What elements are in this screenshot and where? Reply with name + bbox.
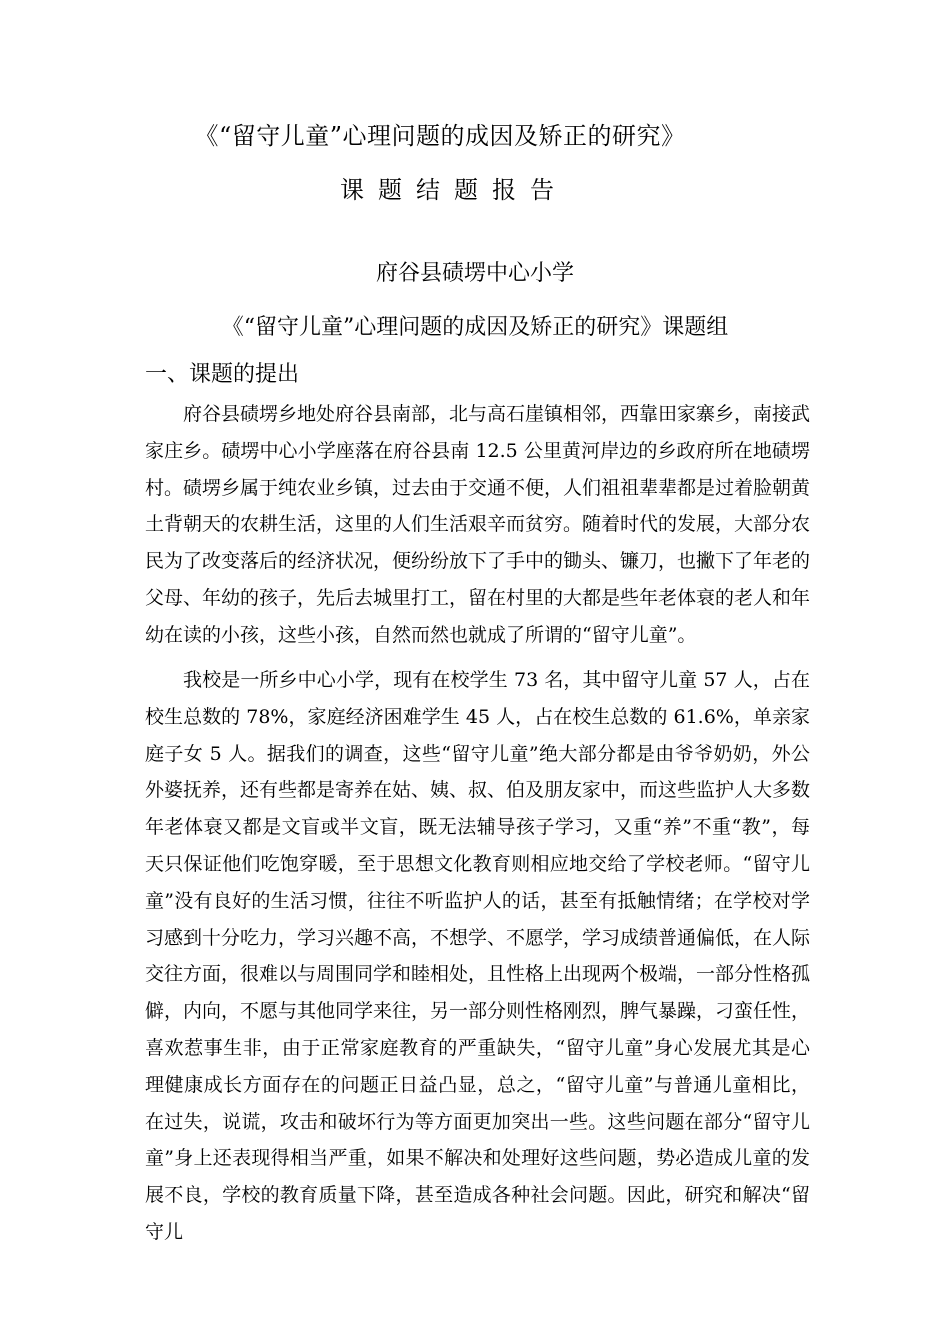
report-subtitle: 课题结题报告 <box>340 176 568 204</box>
research-group-name: 《“留守儿童”心理问题的成因及矫正的研究》课题组 <box>221 315 729 340</box>
report-title: 《“留守儿童”心理问题的成因及矫正的研究》 <box>194 122 686 150</box>
body-paragraph: 府谷县碛塄乡地处府谷县南部，北与高石崖镇相邻，西靠田家寨乡，南接武家庄乡。碛塄中心小学座落在府谷县南 12.5 公里黄河岸边的乡政府所在地碛塄村。碛塄乡属于纯农业乡镇，过去由于交通不便，人们祖祖辈辈都是过着脸朝黄土背朝天的农耕生活，这里的人们生活艰辛而贫穷。随着时代的发展，大部分农民为了改变落后的经济状况，便纷纷放下了手中的锄头、镰刀，也撇下了年老的父母、年幼的孩子，先后去城里打工，留在村里的大都是些年老体衰的老人和年幼在读的小孩，这些小孩，自然而然也就成了所谓的“留守儿童”。 <box>145 403 811 646</box>
section-heading: 一、课题的提出 <box>145 362 300 387</box>
body-paragraph: 我校是一所乡中心小学，现有在校学生 73 名，其中留守儿童 57 人，占在校生总数的 78%，家庭经济困难学生 45 人，占在校生总数的 61.6%，单亲家庭子女 5 人。据我们的调查，这些“留守儿童”绝大部分都是由爷爷奶奶，外公外婆抚养，还有些都是寄养在姑、姨、叔、伯及朋友家中，而这些监护人大多数年老体衰又都是文盲或半文盲，既无法辅导孩子学习，又重“养”不重“教”，每天只保证他们吃饱穿暖，至于思想文化教育则相应地交给了学校老师。“留守儿童”没有良好的生活习惯，往往不听监护人的话，甚至有抵触情绪；在学校对学习感到十分吃力，学习兴趣不高，不想学、不愿学，学习成绩普通偏低，在人际交往方面，很难以与周围同学和睦相处，且性格上出现两个极端，一部分性格孤僻，内向，不愿与其他同学来往，另一部分则性格刚烈，脾气暴躁，刁蛮任性，喜欢惹事生非，由于正常家庭教育的严重缺失，“留守儿童”身心发展尤其是心理健康成长方面存在的问题正日益凸显，总之，“留守儿童”与普通儿童相比，在过失，说谎，攻击和破坏行为等方面更加突出一些。这些问题在部分“留守儿童”身上还表现得相当严重，如果不解决和处理好这些问题，势必造成儿童的发展不良，学校的教育质量下降，甚至造成各种社会问题。因此，研究和解决“留守儿 <box>145 669 811 1243</box>
school-name: 府谷县碛塄中心小学 <box>375 261 574 286</box>
